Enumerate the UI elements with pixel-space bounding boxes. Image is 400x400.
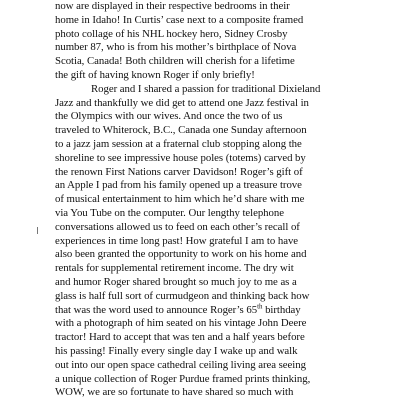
- text-line: and humor Roger shared brought so much joy to me as a: [55, 276, 297, 288]
- text-line: the Olympics with our wives. And once the two of us: [55, 110, 283, 123]
- text-line: to a jazz jam session at a fraternal club stopping along the: [55, 138, 302, 150]
- text-line: with a photograph of him seated on his vintage John Deere: [55, 317, 307, 330]
- text-line: now are displayed in their respective bedrooms in their: [55, 0, 290, 12]
- stray-margin-mark: [37, 227, 38, 234]
- text-line: experiences in time long past! How grateful I am to have: [55, 234, 299, 247]
- text-line: Scotia, Canada! Both children will cherish for a lifetime: [55, 55, 295, 68]
- text-line: out into our open space cathedral ceiling living area seeing: [55, 358, 306, 371]
- text-line: shoreline to see impressive house poles (totems) carved by: [55, 151, 306, 164]
- line-tail: birthday: [262, 303, 301, 316]
- text-line: a unique collection of Roger Purdue framed prints thinking,: [55, 372, 311, 385]
- text-line: via You Tube on the computer. Our lengthy telephone: [55, 207, 284, 219]
- text-line: rentals for supplemental retirement income. The dry wit: [55, 262, 294, 275]
- text-line: glass is half full sort of curmudgeon and thinking back how: [55, 289, 310, 302]
- text-line: Jazz and thankfully we did get to attend one Jazz festival in: [55, 96, 309, 109]
- text-line: the gift of having known Roger if only briefly!: [55, 69, 255, 81]
- text-line: an Apple I pad from his family opened up a treasure trove: [55, 179, 302, 192]
- text-line: Roger and I shared a passion for traditional Dixieland: [91, 82, 321, 95]
- text-line: WOW, we are so fortunate to have shared so much with: [55, 386, 294, 399]
- text-line: also been granted the opportunity to work on his home and: [55, 248, 307, 261]
- text-line: number 87, who is from his mother’s birthplace of Nova: [55, 41, 297, 54]
- text-line: home in Idaho! In Curtis’ case next to a composite framed: [55, 13, 304, 26]
- text-line: traveled to Whiterock, B.C., Canada one Sunday afternoon: [55, 124, 307, 137]
- text-line: tractor! Hard to accept that was ten and a half years before: [55, 331, 305, 344]
- text-line: his passing! Finally every single day I wake up and walk: [55, 345, 298, 357]
- text-line: the renown First Nations carver Davidson! Roger’s gift of: [55, 165, 303, 178]
- ordinal-superscript: th: [257, 302, 263, 310]
- text-line: conversations allowed us to feed on each other’s recall of: [55, 220, 300, 233]
- text-line: that was the word used to announce Roger’s 65th birthday: [55, 302, 301, 316]
- text-line: photo collage of his NHL hockey hero, Sidney Crosby: [55, 27, 288, 40]
- text-line: of musical entertainment to him which he’d share with me: [55, 193, 305, 206]
